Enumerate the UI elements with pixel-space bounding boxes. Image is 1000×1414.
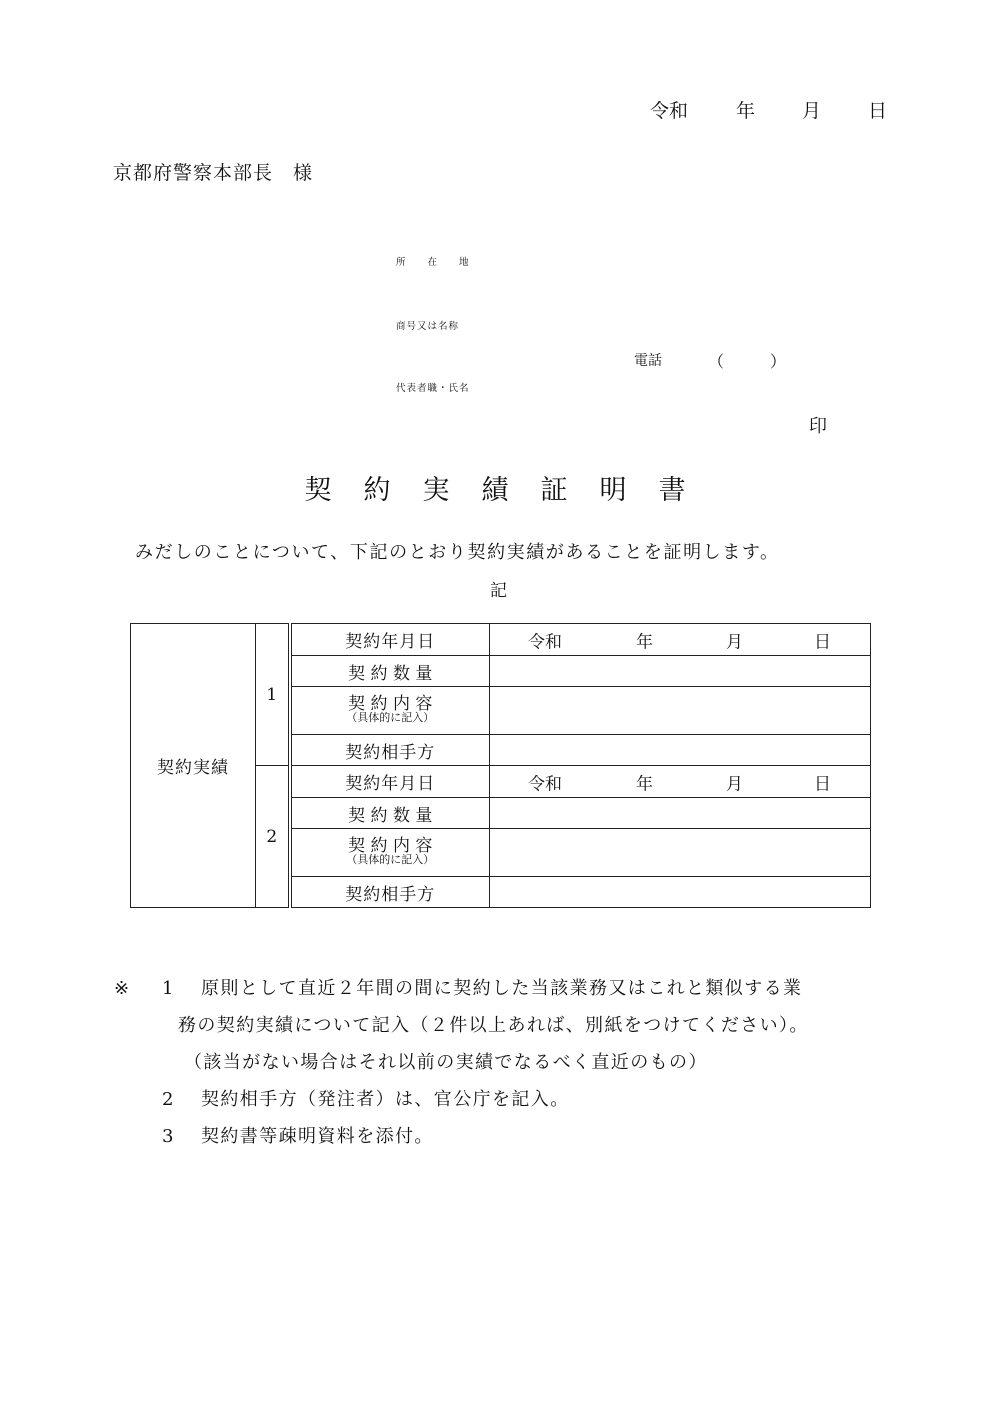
contract-quantity-field[interactable] — [490, 798, 871, 829]
note-number: 3 — [162, 1126, 175, 1147]
contract-content-sublabel: （具体的に記入） — [346, 710, 435, 724]
date-year-label: 年 — [636, 774, 653, 794]
contract-content-label-cell — [290, 829, 490, 877]
contract-date-field[interactable] — [490, 624, 871, 656]
table-row — [131, 624, 871, 656]
contract-content-sublabel: （具体的に記入） — [346, 852, 435, 866]
note-text: 契約相手方（発注者）は、官公庁を記入。 — [201, 1089, 570, 1110]
note-text: 原則として直近２年間の間に契約した当該業務又はこれと類似する業 — [201, 978, 803, 999]
contract-date-label: 契約年月日 — [290, 624, 490, 656]
entry-number: 1 — [256, 624, 290, 766]
representative-label: 代表者職・氏名 — [396, 383, 470, 394]
contract-content-field[interactable] — [490, 829, 871, 877]
document-title: 契約実績証明書 — [304, 475, 718, 506]
note-mark: ※ — [114, 978, 131, 999]
tel-paren-close: ） — [770, 352, 787, 371]
contract-quantity-label: 契 約 数 量 — [290, 798, 490, 829]
date-month-label: 月 — [726, 774, 743, 794]
seal-mark: 印 — [809, 416, 827, 437]
note-text: 契約書等疎明資料を添付。 — [201, 1126, 434, 1147]
contract-record-table — [130, 623, 871, 908]
date-month-label: 月 — [802, 100, 822, 122]
date-era: 令和 — [650, 100, 689, 122]
entry-number: 2 — [256, 766, 290, 908]
tel-paren-open: （ — [708, 352, 725, 371]
contract-date-label: 契約年月日 — [290, 766, 490, 798]
note-text: 務の契約実績について記入（２件以上あれば、別紙をつけてください）。 — [178, 1015, 809, 1036]
contract-record-group-label: 契約実績 — [131, 624, 256, 908]
note-number: 1 — [162, 978, 175, 999]
date-era: 令和 — [528, 632, 562, 652]
date-day-label: 日 — [814, 632, 831, 652]
note-number: 2 — [162, 1089, 175, 1110]
contract-content-label: 契 約 内 容 — [348, 835, 433, 856]
date-day-label: 日 — [814, 774, 831, 794]
contract-partner-label: 契約相手方 — [290, 877, 490, 908]
company-name-label: 商号又は名称 — [396, 321, 460, 332]
date-day-label: 日 — [868, 100, 888, 122]
date-month-label: 月 — [726, 632, 743, 652]
contract-content-label: 契 約 内 容 — [348, 693, 433, 714]
address-label: 所 在 地 — [396, 257, 470, 268]
contract-content-field[interactable] — [490, 687, 871, 735]
contract-date-field[interactable] — [490, 766, 871, 798]
contract-partner-field[interactable] — [490, 877, 871, 908]
ki-heading: 記 — [490, 581, 507, 601]
addressee: 京都府警察本部長 様 — [113, 162, 314, 184]
date-year-label: 年 — [636, 632, 653, 652]
date-year-label: 年 — [736, 100, 756, 122]
contract-content-label-cell — [290, 687, 490, 735]
tel-label: 電話 — [634, 353, 662, 369]
contract-quantity-label: 契 約 数 量 — [290, 656, 490, 687]
date-era: 令和 — [528, 774, 562, 794]
note-text: （該当がない場合はそれ以前の実績でなるべく直近のもの） — [184, 1052, 708, 1073]
contract-quantity-field[interactable] — [490, 656, 871, 687]
lead-text: みだしのことについて、下記のとおり契約実績があることを証明します。 — [135, 542, 780, 563]
contract-partner-label: 契約相手方 — [290, 735, 490, 766]
contract-partner-field[interactable] — [490, 735, 871, 766]
